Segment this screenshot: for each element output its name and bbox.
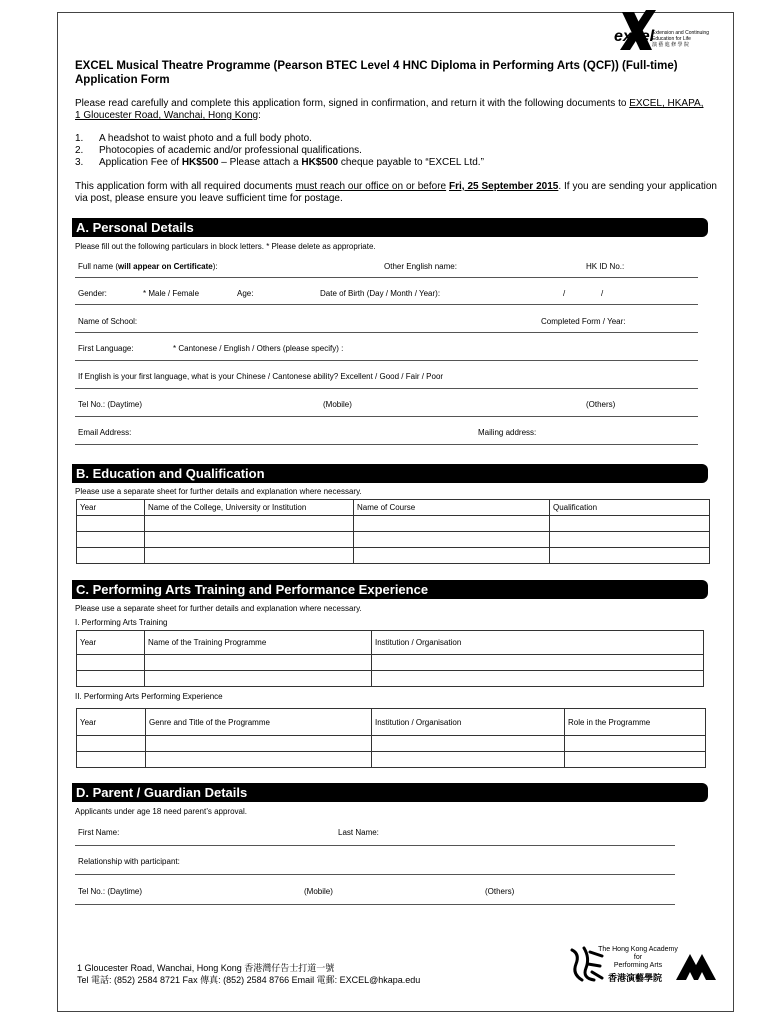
col-programme: Name of the Training Programme xyxy=(145,631,372,655)
table-row[interactable] xyxy=(77,736,706,752)
list-num: 1. xyxy=(75,133,84,144)
table-cell[interactable] xyxy=(354,532,550,548)
table-cell[interactable] xyxy=(372,671,704,687)
table-row[interactable] xyxy=(77,532,710,548)
gender-field-line[interactable] xyxy=(75,304,698,305)
table-cell[interactable] xyxy=(145,548,354,564)
logo-sub2: Education for Life xyxy=(652,36,691,42)
table-header-row xyxy=(77,709,706,736)
hkapa-line3: Performing Arts xyxy=(613,962,663,969)
table-cell[interactable] xyxy=(145,671,372,687)
intro-address-2: 1 Gloucester Road, Wanchai, Hong Kong xyxy=(75,110,259,121)
title-line1: EXCEL Musical Theatre Programme (Pearson BTEC Level 4 HNC Diploma in Performing Arts (QCF)) (Full-time) xyxy=(75,60,678,72)
list-text: cheque payable to “EXCEL Ltd.” xyxy=(338,157,484,168)
logo-subtitle xyxy=(652,30,714,48)
table-cell[interactable] xyxy=(77,736,146,752)
table-cell[interactable] xyxy=(565,752,706,768)
footer-address: 1 Gloucester Road, Wanchai, Hong Kong 香港灣仔告士打道一號 xyxy=(77,963,335,973)
hkapa-line2: for xyxy=(633,954,643,961)
col-genre-title: Genre and Title of the Programme xyxy=(146,709,372,736)
tel-mobile-label: (Mobile) xyxy=(323,400,352,409)
email-label: Email Address: xyxy=(78,428,132,437)
deadline-underline: must reach our office on or before xyxy=(295,181,447,192)
list-text: Photocopies of academic and/or professional qualifications. xyxy=(99,145,362,156)
list-text: Application Fee of xyxy=(99,157,182,168)
intro-text: Please read carefully and complete this application form, signed in confirmation, and return it with the following documents to xyxy=(75,98,630,109)
table-cell[interactable] xyxy=(550,516,710,532)
table-row[interactable] xyxy=(77,752,706,768)
education-table xyxy=(76,499,710,564)
deadline-text: This application form with all required documents xyxy=(75,181,296,192)
table-header-row xyxy=(77,500,710,516)
parent-tel-field-line[interactable] xyxy=(75,904,675,905)
dob-slash-1: / xyxy=(563,289,566,298)
table-cell[interactable] xyxy=(372,736,565,752)
age-label: Age: xyxy=(237,289,254,298)
table-cell[interactable] xyxy=(550,532,710,548)
section-a-heading: A. Personal Details xyxy=(72,218,708,237)
table-cell[interactable] xyxy=(145,516,354,532)
full-name-end: ): xyxy=(212,262,218,271)
ability-field-line[interactable] xyxy=(75,388,698,389)
section-b-note: Please use a separate sheet for further details and explanation where necessary. xyxy=(75,487,362,496)
table-cell[interactable] xyxy=(145,532,354,548)
tel-others-label: (Others) xyxy=(586,400,616,409)
table-cell[interactable] xyxy=(77,671,145,687)
parent-tel-daytime-label: Tel No.: (Daytime) xyxy=(78,887,143,896)
list-text: – Please attach a xyxy=(218,157,302,168)
section-d-heading: D. Parent / Guardian Details xyxy=(72,783,708,802)
school-label: Name of School: xyxy=(78,317,138,326)
table-row[interactable] xyxy=(77,655,704,671)
table-cell[interactable] xyxy=(354,516,550,532)
parent-last-name-label: Last Name: xyxy=(338,828,379,837)
logo-wordmark: excel xyxy=(614,28,655,45)
hkapa-line1: The Hong Kong Academy xyxy=(598,946,678,953)
col-course: Name of Course xyxy=(354,500,550,516)
deadline-text-end: . If you are sending your application via post, please ensure you leave sufficient time for postage. xyxy=(75,181,717,204)
performing-subheading: II. Performing Arts Performing Experience xyxy=(75,692,223,701)
table-cell[interactable] xyxy=(77,548,145,564)
section-b-heading: B. Education and Qualification xyxy=(72,464,708,483)
list-num: 2. xyxy=(75,145,84,156)
full-name-bold: will appear on Certificate xyxy=(118,262,213,271)
language-field-line[interactable] xyxy=(75,360,698,361)
deadline-paragraph xyxy=(75,181,717,205)
list-item xyxy=(75,157,484,169)
table-cell[interactable] xyxy=(77,516,145,532)
col-institution: Institution / Organisation xyxy=(372,631,704,655)
list-text: A headshot to waist photo and a full body photo. xyxy=(99,133,312,144)
hkapa-triangle-icon xyxy=(676,952,716,982)
excel-logo xyxy=(612,10,712,52)
dob-label: Date of Birth (Day / Month / Year): xyxy=(320,289,441,298)
col-year: Year xyxy=(77,631,145,655)
training-subheading: I. Performing Arts Training xyxy=(75,618,168,627)
table-cell[interactable] xyxy=(77,655,145,671)
table-cell[interactable] xyxy=(145,655,372,671)
col-institution: Institution / Organisation xyxy=(372,709,565,736)
logo-sub1: Extension and Continuing xyxy=(652,30,709,36)
tel-field-line[interactable] xyxy=(75,416,698,417)
full-name-label xyxy=(78,262,218,271)
cheque-amount: HK$500 xyxy=(301,157,339,168)
completed-form-label: Completed Form / Year: xyxy=(541,317,626,326)
gender-options[interactable]: * Male / Female xyxy=(143,289,200,298)
col-year: Year xyxy=(77,500,145,516)
full-name-field-line[interactable] xyxy=(75,277,698,278)
intro-address-1: EXCEL, HKAPA, xyxy=(629,98,704,109)
form-title xyxy=(75,59,715,87)
col-institution: Name of the College, University or Institution xyxy=(145,500,354,516)
performing-table xyxy=(76,708,706,768)
first-language-label: First Language: xyxy=(78,344,134,353)
table-cell[interactable] xyxy=(146,736,372,752)
section-c-note: Please use a separate sheet for further details and explanation where necessary. xyxy=(75,604,362,613)
table-cell[interactable] xyxy=(146,752,372,768)
footer-phone-email: Tel 電話: (852) 2584 8721 Fax 傳真: (852) 2584 8766 Email 電郵: EXCEL@hkapa.edu xyxy=(77,975,421,985)
language-options[interactable]: * Cantonese / English / Others (please specify) : xyxy=(173,344,344,353)
tel-daytime-label: Tel No.: (Daytime) xyxy=(78,400,143,409)
table-cell[interactable] xyxy=(77,532,145,548)
chinese-ability-question[interactable]: If English is your first language, what is your Chinese / Cantonese ability? Excellent / Good / Fair / Poor xyxy=(78,372,444,381)
intro-paragraph xyxy=(75,98,717,122)
list-item xyxy=(75,145,484,157)
fee-amount: HK$500 xyxy=(181,157,219,168)
mailing-address-label: Mailing address: xyxy=(478,428,537,437)
table-row[interactable] xyxy=(77,548,710,564)
list-num: 3. xyxy=(75,157,84,168)
parent-name-field-line[interactable] xyxy=(75,845,675,846)
email-field-line[interactable] xyxy=(75,444,698,445)
dob-slash-2: / xyxy=(601,289,604,298)
section-c-heading: C. Performing Arts Training and Performance Experience xyxy=(72,580,708,599)
table-cell[interactable] xyxy=(354,548,550,564)
col-role: Role in the Programme xyxy=(565,709,706,736)
parent-tel-others-label: (Others) xyxy=(485,887,515,896)
hkapa-name xyxy=(598,946,678,970)
school-field-line[interactable] xyxy=(75,332,698,333)
other-english-name-label: Other English name: xyxy=(384,262,457,271)
table-cell[interactable] xyxy=(565,736,706,752)
gender-label: Gender: xyxy=(78,289,107,298)
relationship-field-line[interactable] xyxy=(75,874,675,875)
section-d-note: Applicants under age 18 need parent’s approval. xyxy=(75,807,247,816)
table-cell[interactable] xyxy=(77,752,146,768)
required-documents-list xyxy=(75,133,484,169)
hkid-label: HK ID No.: xyxy=(586,262,625,271)
table-row[interactable] xyxy=(77,671,704,687)
table-cell[interactable] xyxy=(550,548,710,564)
hkapa-chinese-name: 香港演藝學院 xyxy=(608,973,663,983)
col-year: Year xyxy=(77,709,146,736)
table-header-row xyxy=(77,631,704,655)
logo-sub3: 演 藝 進 修 學 院 xyxy=(652,42,689,48)
deadline-date: Fri, 25 September 2015 xyxy=(449,181,559,192)
footer-contact xyxy=(77,962,420,986)
title-line2: Application Form xyxy=(75,74,170,86)
table-row[interactable] xyxy=(77,516,710,532)
parent-tel-mobile-label: (Mobile) xyxy=(304,887,333,896)
training-table xyxy=(76,630,704,687)
intro-colon: : xyxy=(258,110,261,121)
relationship-label: Relationship with participant: xyxy=(78,857,180,866)
table-cell[interactable] xyxy=(372,655,704,671)
list-item xyxy=(75,133,484,145)
full-name-text: Full name ( xyxy=(78,262,119,271)
col-qualification: Qualification xyxy=(550,500,710,516)
section-a-note: Please fill out the following particulars in block letters. * Please delete as appropriate. xyxy=(75,242,376,251)
parent-first-name-label: First Name: xyxy=(78,828,120,837)
table-cell[interactable] xyxy=(372,752,565,768)
